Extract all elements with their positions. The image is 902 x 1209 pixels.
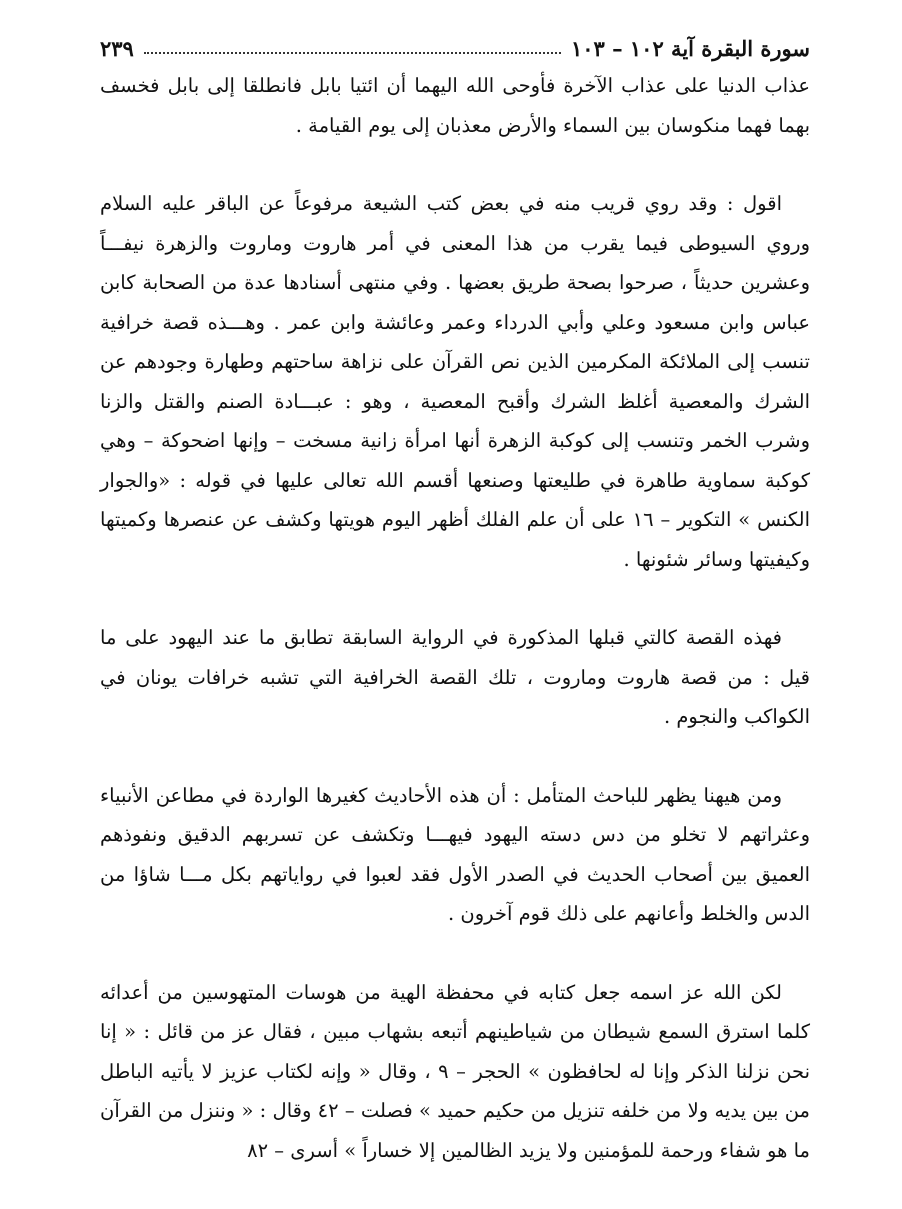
paragraph-spacer — [100, 579, 810, 618]
page-header — [100, 30, 810, 66]
paragraph-1: عذاب الدنيا على عذاب الآخرة فأوحى الله اليهما أن ائتيا بابل فانطلقا إلى بابل فخسف بهما فهما منكوسان بين السماء والأرض معذبان إلى يوم القيامة . — [100, 74, 810, 137]
paragraph-3: فهذه القصة كالتي قبلها المذكورة في الرواية السابقة تطابق ما عند اليهود على ما قيل : من قصة هاروت وماروت ، تلك القصة الخرافية التي تشبه خرافات يونان في الكواكب والنجوم . — [100, 626, 810, 728]
paragraph-4: ومن هيهنا يظهر للباحث المتأمل : أن هذه الأحاديث كغيرها الواردة في مطاعن الأنبياء وعثراتهم لا تخلو من دس دسته اليهود فيهـــا وتكشف عن تسربهم الدقيق ونفوذهم العميق بين أصحاب الحديث في الصدر الأول فقد لعبوا في رواياتهم بكل مـــا شاؤا من الدس والخلط وأعانهم على ذلك قوم آخرون . — [100, 783, 810, 925]
header-leader-dots — [144, 42, 561, 54]
page-number: ٢٣٩ — [100, 35, 134, 61]
running-title: سورة البقرة آية ١٠٢ – ١٠٣ — [570, 35, 810, 61]
paragraph-spacer — [100, 145, 810, 184]
paragraph-2: اقول : وقد روي قريب منه في بعض كتب الشيعة مرفوعاً عن الباقر عليه السلام وروي السيوطى فيما يقرب من هذا المعنى في أمر هاروت وماروت والزهرة نيفـــاً وعشرين حديثاً ، صرحوا بصحة طريق بعضها . وفي منتهى أسنادها عدة من الصحابة كابن عباس وابن مسعود وعلي وأبي الدرداء وعمر وعائشة وابن عمر . وهـــذه قصة خرافية تنسب إلى الملائكة المكرمين الذين نص القرآن على نزاهة ساحتهم وطهارة وجودهم عن الشرك والمعصية أغلظ الشرك وأقبح المعصية ، وهو : عبـــادة الصنم والقتل والزنا وشرب الخمر وتنسب إلى كوكبة الزهرة أنها امرأة زانية مسخت – وإنها اضحوكة – وهي كوكبة سماوية طاهرة في طليعتها وصنعها أقسم الله تعالى عليها في قوله : «والجوار الكنس » التكوير – ١٦ على أن علم الفلك أظهر اليوم هويتها وكشف عن عنصرها وكميتها وكيفيتها وسائر شئونها . — [100, 192, 811, 571]
paragraph-spacer — [100, 934, 810, 973]
paragraph-spacer — [100, 737, 810, 776]
paragraph-5: لكن الله عز اسمه جعل كتابه في محفظة الهية من هوسات المتهوسين من أعدائه كلما استرق السمع شيطان من شياطينهم أتبعه بشهاب مبين ، فقال عز من قائل : « إنا نحن نزلنا الذكر وإنا له لحافظون » الحجر – ٩ ، وقال « وإنه لكتاب عزيز لا يأتيه الباطل من بين يديه ولا من خلفه تنزيل من حكيم حميد » فصلت – ٤٢ وقال : « وننزل من القرآن ما هو شفاء ورحمة للمؤمنين ولا يزيد الظالمين إلا خساراً » أسرى – ٨٢ — [100, 980, 810, 1162]
book-page — [100, 30, 810, 1170]
